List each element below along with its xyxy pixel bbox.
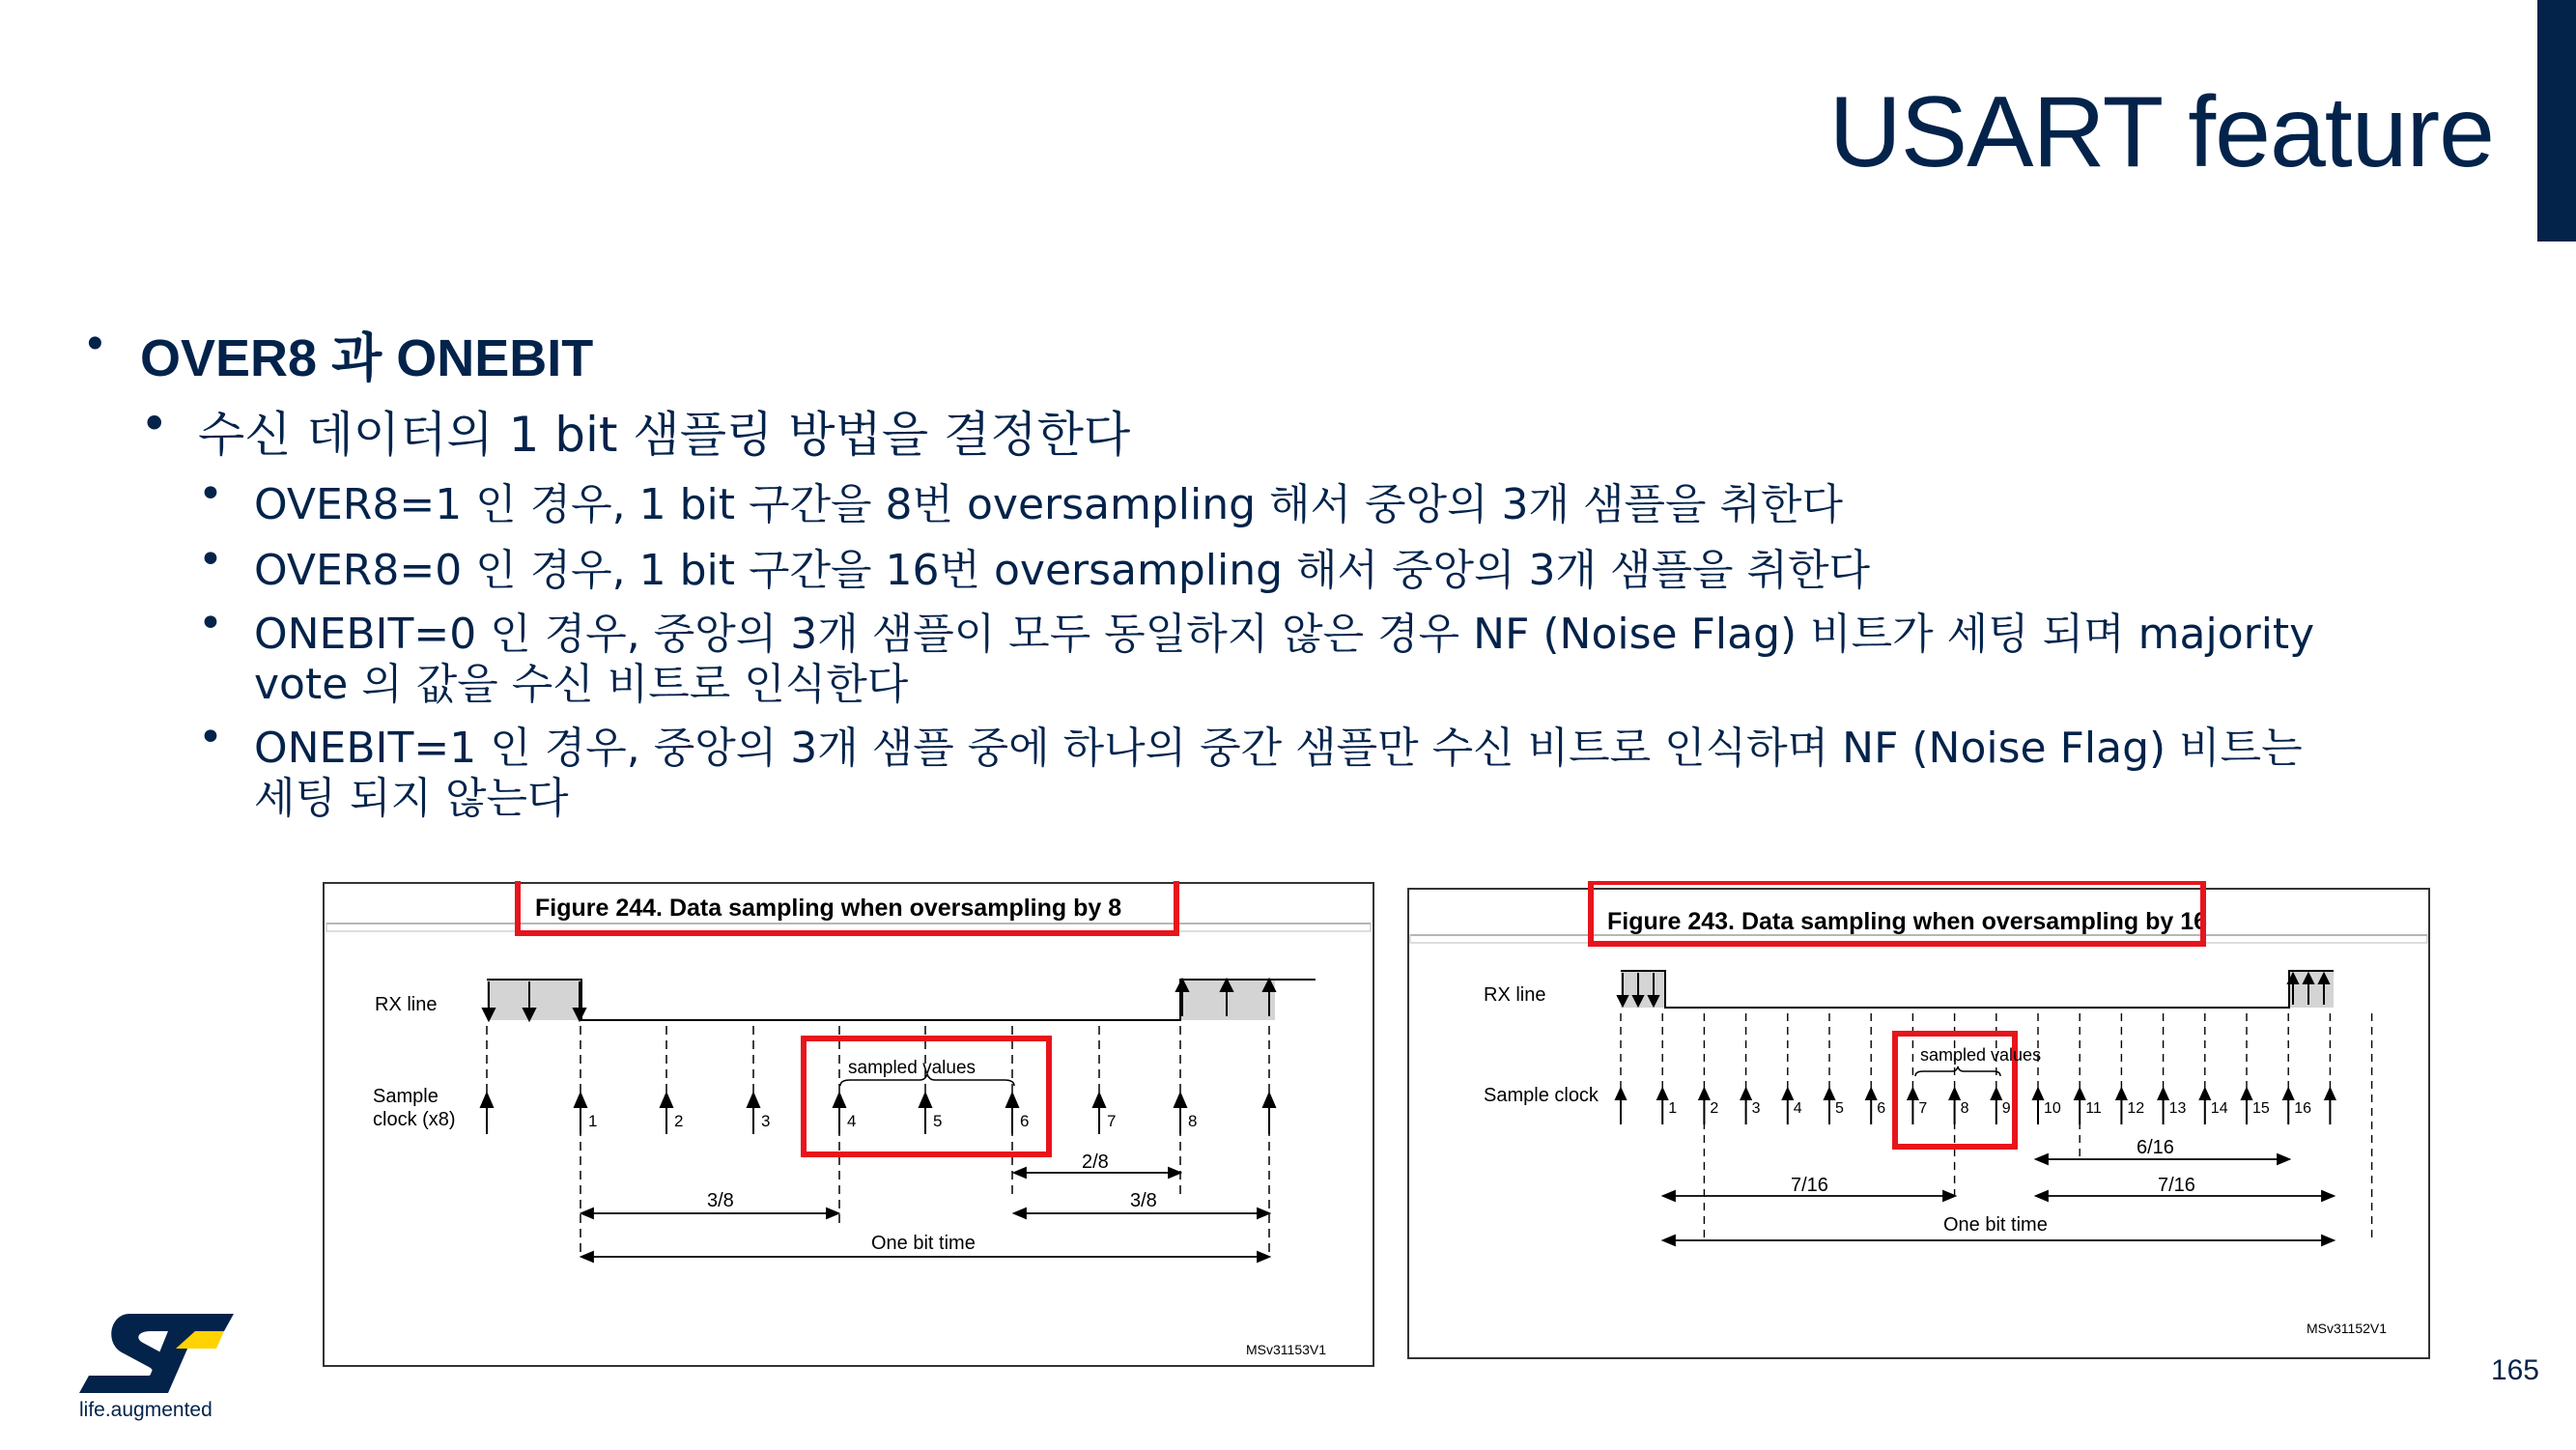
clock-tick-label: 15 — [2252, 1100, 2270, 1117]
bullet-level2-text: 수신 데이터의 1 bit 샘플링 방법을 결정한다 — [198, 407, 1131, 463]
sample-clock-label-2: clock (x8) — [373, 1109, 456, 1130]
figure-244 — [323, 881, 1375, 1369]
clock-tick-label: 6 — [1877, 1100, 1886, 1117]
clock-tick-label: 3 — [761, 1112, 771, 1130]
bullet-level1-text: OVER8 과 ONEBIT — [140, 329, 594, 387]
bullet-item-text: ONEBIT=0 인 경우, 중앙의 3개 샘플이 모두 동일하지 않은 경우 NF (Noise Flag) 비트가 세팅 되며 majority — [254, 610, 2315, 659]
clock-tick-label: 11 — [2085, 1100, 2102, 1117]
clock-tick-label: 2 — [674, 1112, 684, 1130]
rx-line-label: RX line — [1484, 984, 1546, 1006]
clock-tick-label: 4 — [847, 1112, 857, 1130]
clock-tick-label: 1 — [1668, 1100, 1678, 1117]
bullet-dot: • — [198, 713, 223, 762]
figure-title: Figure 243. Data sampling when oversampling by 16 — [1607, 908, 2208, 935]
bullet-item-text: OVER8=0 인 경우, 1 bit 구간을 16번 oversampling 해서 중앙의 3개 샘플을 취한다 — [254, 546, 1871, 595]
bullet-dot: • — [87, 318, 103, 369]
clock-tick-label: 16 — [2294, 1100, 2311, 1117]
slide-title: USART feature — [1828, 76, 2494, 188]
interval-right-label: 7/16 — [2158, 1175, 2195, 1196]
clock-tick-label: 7 — [1107, 1112, 1117, 1130]
rx-line-label: RX line — [375, 994, 438, 1015]
sample-clock-label-1: Sample — [373, 1086, 439, 1107]
bullet-dot: • — [198, 535, 223, 584]
bullet-item-text: ONEBIT=1 인 경우, 중앙의 3개 샘플 중에 하나의 중간 샘플만 수신 비트로 인식하며 NF (Noise Flag) 비트는 — [254, 724, 2303, 773]
clock-tick-label: 3 — [1751, 1100, 1761, 1117]
logo-tagline: life.augmented — [79, 1399, 212, 1421]
sampled-values-label: sampled values — [848, 1058, 977, 1078]
clock-tick-label: 1 — [588, 1112, 598, 1130]
figure-243 — [1406, 881, 2432, 1360]
interval-left-label: 7/16 — [1791, 1175, 1828, 1196]
interval-left-label: 3/8 — [707, 1190, 734, 1211]
clock-tick-label: 10 — [2044, 1100, 2061, 1117]
interval-mid-label: 6/16 — [2137, 1137, 2174, 1158]
bullet-dot: • — [140, 396, 169, 452]
interval-mid-label: 2/8 — [1082, 1151, 1109, 1173]
clock-tick-label: 5 — [1835, 1100, 1844, 1117]
clock-tick-label: 13 — [2168, 1100, 2187, 1117]
clock-tick-label: 8 — [1960, 1100, 1969, 1117]
clock-tick-label: 6 — [1020, 1112, 1030, 1130]
figure-ref: MSv31152V1 — [2307, 1321, 2388, 1336]
clock-tick-label: 5 — [933, 1112, 943, 1130]
clock-tick-label: 2 — [1710, 1100, 1719, 1117]
sampled-values-label: sampled values — [1920, 1045, 2042, 1065]
clock-tick-label: 7 — [1918, 1100, 1928, 1117]
clock-tick-label: 14 — [2210, 1100, 2228, 1117]
one-bit-time-label: One bit time — [871, 1233, 976, 1254]
bullet-item-text-cont: vote 의 값을 수신 비트로 인식한다 — [254, 660, 909, 709]
sample-clock-label: Sample clock — [1484, 1085, 1599, 1106]
interval-right-label: 3/8 — [1130, 1190, 1157, 1211]
clock-tick-label: 4 — [1793, 1100, 1802, 1117]
bullet-dot: • — [198, 599, 223, 648]
clock-tick-label: 8 — [1188, 1112, 1198, 1130]
one-bit-time-label: One bit time — [1943, 1214, 2048, 1236]
bullet-item-text-cont: 세팅 되지 않는다 — [254, 774, 569, 823]
page-number: 165 — [2490, 1354, 2539, 1386]
clock-tick-label: 12 — [2127, 1100, 2145, 1117]
bullet-item-text: OVER8=1 인 경우, 1 bit 구간을 8번 oversampling 해서 중앙의 3개 샘플을 취한다 — [254, 480, 1844, 529]
bullet-dot: • — [198, 469, 223, 519]
figure-ref: MSv31153V1 — [1246, 1342, 1327, 1357]
figure-frame — [1408, 889, 2429, 1358]
accent-bar — [2537, 0, 2576, 242]
clock-tick-label: 9 — [2001, 1100, 2011, 1117]
figure-title: Figure 244. Data sampling when oversampling by 8 — [535, 895, 1122, 922]
